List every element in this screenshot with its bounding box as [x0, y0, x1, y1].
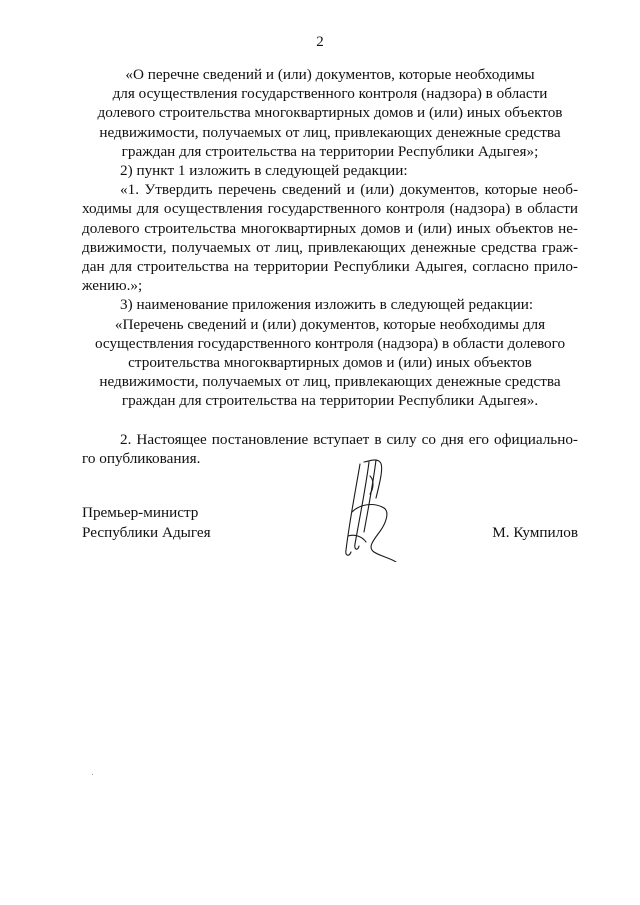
text-line: «Перечень сведений и (или) документов, которые необходимы для: [114, 315, 546, 333]
scan-speck: [92, 774, 93, 775]
text-line: 3) наименование приложения изложить в следующей редакции:: [120, 296, 534, 314]
text-line: для осуществления государственного контроля (надзора) в области: [112, 85, 548, 103]
signature-block: [82, 503, 578, 563]
text-line: долевого строительства многоквартирных домов и (или) иных объектов не-: [82, 219, 578, 237]
text-line: движимости, получаемых от лиц, привлекающих денежные средства граж-: [82, 238, 578, 256]
text-line: дан для строительства на территории Республики Адыгея, согласно прило-: [82, 258, 578, 276]
text-line: 2. Настоящее постановление вступает в силу со дня его официально-: [120, 430, 578, 448]
text-line: недвижимости, получаемых от лиц, привлекающих денежные средства: [99, 373, 561, 391]
document-body: [82, 65, 578, 468]
signer-position: [82, 503, 211, 542]
handwritten-signature: [340, 458, 398, 562]
signer-name: М. Кумпилов: [492, 523, 578, 541]
page-number: 2: [316, 34, 324, 50]
text-line: 2) пункт 1 изложить в следующей редакции:: [120, 162, 408, 180]
paragraph-gap: [82, 411, 578, 430]
signer-position-line2: Республики Адыгея: [82, 523, 211, 541]
text-line: го опубликования.: [82, 449, 201, 467]
text-line: осуществления государственного контроля (надзора) в области долевого: [94, 334, 566, 352]
text-line: жению.»;: [82, 277, 143, 295]
text-line: граждан для строительства на территории Республики Адыгея»;: [121, 142, 539, 160]
text-line: строительства многоквартирных домов и (или) иных объектов: [128, 354, 532, 372]
text-line: граждан для строительства на территории Республики Адыгея».: [121, 392, 539, 410]
text-line: «О перечне сведений и (или) документов, которые необходимы: [125, 66, 535, 83]
text-line: долевого строительства многоквартирных домов и (или) иных объектов: [97, 104, 563, 122]
text-line: недвижимости, получаемых от лиц, привлекающих денежные средства: [99, 123, 561, 141]
signer-position-line1: Премьер-министр: [82, 504, 199, 521]
text-line: «1. Утвердить перечень сведений и (или) документов, которые необ-: [120, 181, 578, 199]
text-line: ходимы для осуществления государственного контроля (надзора) в области: [82, 200, 578, 218]
